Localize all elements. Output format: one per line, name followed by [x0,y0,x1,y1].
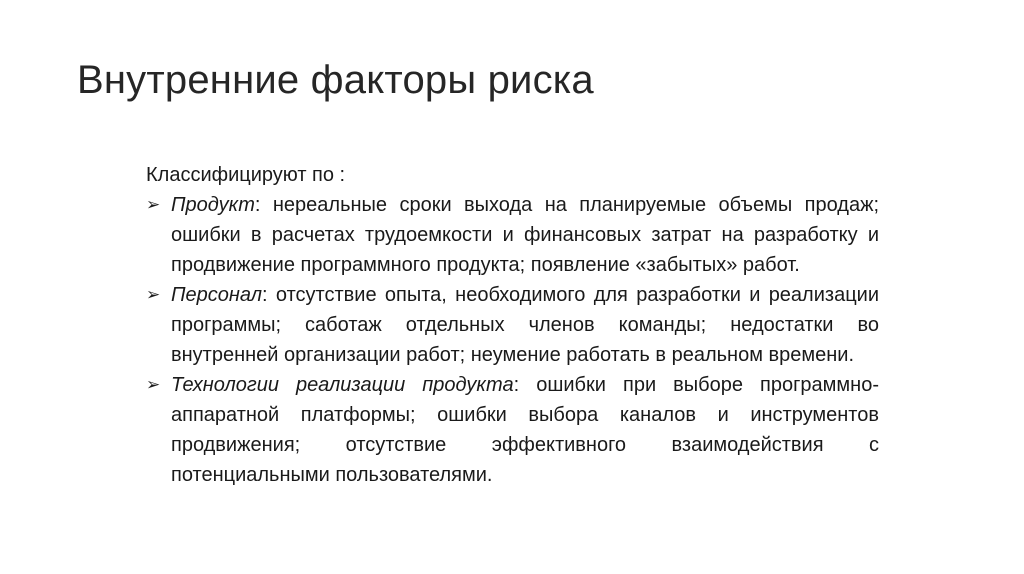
bullet-term: Технологии реализации продукта [171,374,514,396]
bullet-term: Продукт [171,194,255,216]
bullet-text: : отсутствие опыта, необходимого для разработки и реализации программы; саботаж отдельных членов команды; недостатки во внутренней организации работ; неумение работать в реальном времени. [171,284,879,366]
arrow-bullet-icon: ➢ [146,195,161,214]
slide-content [146,160,879,490]
bullet-text: : ошибки при выборе программно-аппаратной платформы; ошибки выбора каналов и инструментов продвижения; отсутствие эффективного взаимодействия с потенциальными пользователями. [171,374,879,486]
slide-title: Внутренние факторы риска [77,58,594,102]
bullet-item-technology [146,370,879,490]
bullet-text: : нереальные сроки выхода на планируемые объемы продаж; ошибки в расчетах трудоемкости и финансовых затрат на разработку и продвижение программного продукта; появление «забытых» работ. [171,194,879,276]
bullet-item-personnel [146,280,879,370]
bullet-list [146,190,879,490]
arrow-bullet-icon: ➢ [146,285,161,304]
arrow-bullet-icon: ➢ [146,375,161,394]
intro-text: Классифицируют по : [146,164,346,186]
bullet-item-product [146,190,879,280]
bullet-term: Персонал [171,284,263,306]
